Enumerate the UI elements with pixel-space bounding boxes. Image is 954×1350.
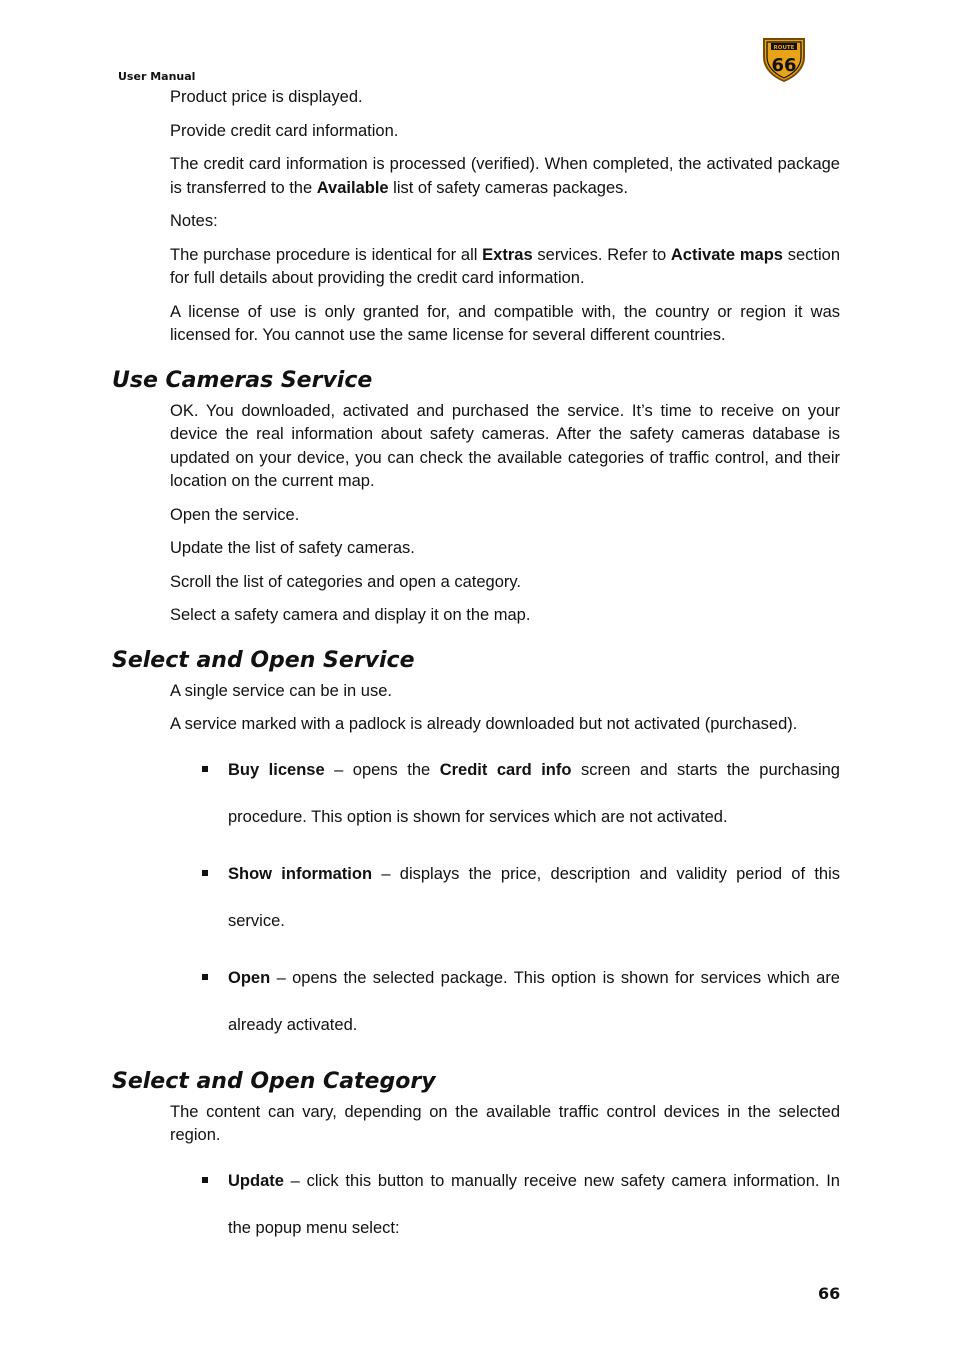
paragraph: The content can vary, depending on the available traffic control devices in the selected region. — [170, 1102, 840, 1144]
bullet-square-icon — [202, 974, 208, 980]
paragraph: A single service can be in use. — [170, 681, 392, 700]
section-heading: Select and Open Category — [112, 1068, 436, 1094]
paragraph: Notes: — [170, 212, 218, 230]
paragraph: Scroll the list of categories and open a category. — [170, 572, 521, 591]
list-item: Update – click this button to manually receive new safety camera information. In the popup menu select: — [170, 1158, 840, 1252]
paragraph: A service marked with a padlock is already downloaded but not activated (purchased). — [170, 715, 798, 733]
section-heading: Select and Open Service — [112, 647, 415, 673]
page-number: 66 — [818, 1284, 841, 1303]
paragraph: OK. You downloaded, activated and purchased the service. It’s time to receive on your device the real information about safety cameras. After the safety cameras database is updated on your device, you can check the available categories of traffic control, and their location on the current map. — [170, 401, 840, 490]
bullet-list — [170, 1158, 840, 1252]
page-content — [112, 86, 840, 1262]
paragraph: Provide credit card information. — [170, 121, 399, 140]
paragraph: Select a safety camera and display it on the map. — [170, 606, 531, 624]
paragraph: The credit card information is processed (verified). When completed, the activated package is transferred to the Available list of safety cameras packages. — [170, 155, 840, 197]
bullet-list — [170, 747, 840, 1049]
paragraph: Update the list of safety cameras. — [170, 539, 415, 557]
logo-number: 66 — [771, 55, 797, 76]
logo-top-text: ROUTE — [773, 45, 795, 51]
paragraph: A license of use is only granted for, and compatible with, the country or region it was licensed for. You cannot use the same license for several different countries. — [170, 302, 840, 344]
paragraph: Open the service. — [170, 505, 300, 524]
header-title: User Manual — [118, 70, 196, 83]
route-66-logo — [760, 35, 808, 83]
list-item: Open – opens the selected package. This option is shown for services which are already activated. — [170, 955, 840, 1049]
section-heading: Use Cameras Service — [112, 367, 373, 393]
bullet-square-icon — [202, 1177, 208, 1183]
list-item: Show information – displays the price, description and validity period of this service. — [170, 851, 840, 945]
bullet-square-icon — [202, 766, 208, 772]
bullet-square-icon — [202, 870, 208, 876]
list-item: Buy license – opens the Credit card info screen and starts the purchasing procedure. This option is shown for services which are not activated. — [170, 747, 840, 841]
paragraph: The purchase procedure is identical for all Extras services. Refer to Activate maps section for full details about providing the credit card information. — [170, 245, 840, 287]
paragraph: Product price is displayed. — [170, 88, 363, 106]
